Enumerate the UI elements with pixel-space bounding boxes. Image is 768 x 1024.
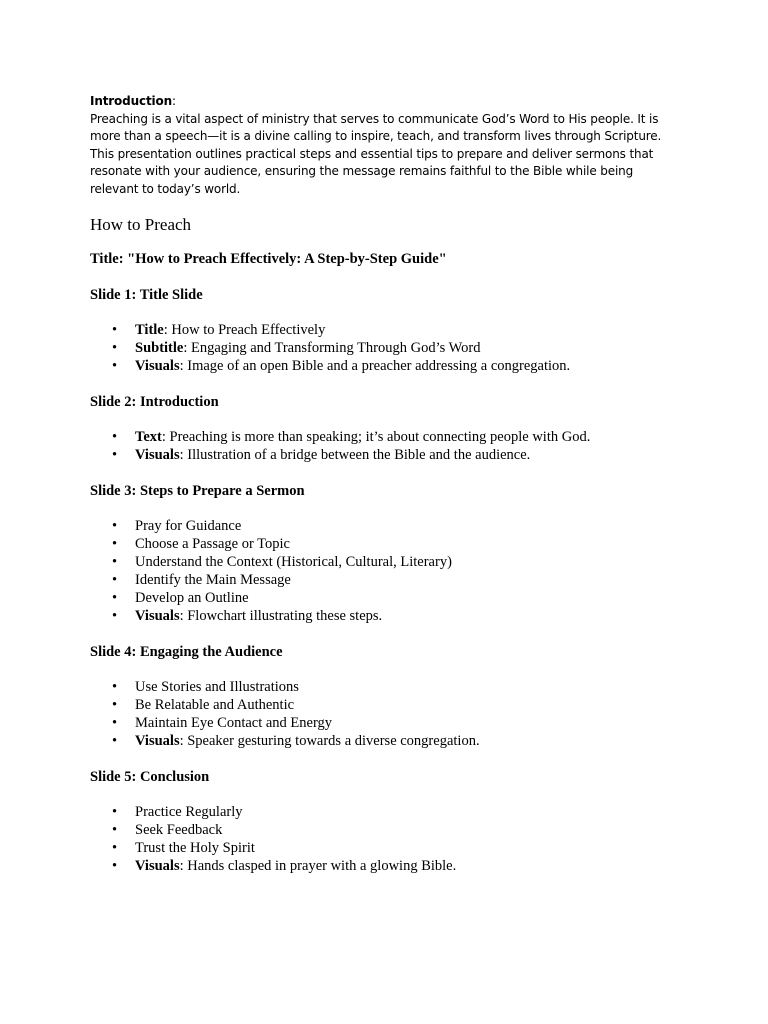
list-item (90, 535, 680, 553)
bullet-icon: • (112, 447, 118, 463)
introduction-label: Introduction (90, 94, 172, 108)
list-item-text: : Illustration of a bridge between the Bible and the audience. (179, 447, 531, 463)
list-item (90, 803, 680, 821)
list-item (90, 732, 680, 750)
list-item (90, 553, 680, 571)
document-heading: How to Preach (90, 215, 192, 234)
list-item-text: Seek Feedback (135, 822, 223, 838)
list-item (90, 607, 680, 625)
list-item-label: Visuals (135, 608, 180, 624)
list-item (90, 446, 680, 464)
bullet-icon: • (112, 518, 118, 534)
list-item (90, 821, 680, 839)
list-item-text: : Flowchart illustrating these steps. (179, 608, 383, 624)
list-item-text: Identify the Main Message (135, 572, 291, 588)
bullet-icon: • (112, 572, 118, 588)
bullet-icon: • (112, 697, 118, 713)
slides-list (90, 286, 680, 875)
list-item-text: : How to Preach Effectively (163, 322, 326, 338)
slide-heading: Slide 4: Engaging the Audience (90, 644, 283, 660)
list-item (90, 678, 680, 696)
bullet-icon: • (112, 858, 118, 874)
list-item-label: Text (135, 429, 162, 445)
list-item-label: Visuals (135, 358, 180, 374)
list-item (90, 857, 680, 875)
slide-bullet-list (90, 321, 680, 375)
list-item (90, 517, 680, 535)
bullet-icon: • (112, 554, 118, 570)
slide-heading: Slide 3: Steps to Prepare a Sermon (90, 483, 305, 499)
slide-heading: Slide 5: Conclusion (90, 769, 210, 785)
list-item-label: Visuals (135, 447, 180, 463)
list-item-text: Be Relatable and Authentic (135, 697, 295, 713)
list-item (90, 714, 680, 732)
list-item-text: : Speaker gesturing towards a diverse congregation. (179, 733, 480, 749)
bullet-icon: • (112, 840, 118, 856)
list-item (90, 696, 680, 714)
bullet-icon: • (112, 608, 118, 624)
list-item-text: Maintain Eye Contact and Energy (135, 715, 333, 731)
list-item-text: Pray for Guidance (135, 518, 242, 534)
list-item (90, 339, 680, 357)
list-item (90, 571, 680, 589)
bullet-icon: • (112, 358, 118, 374)
bullet-icon: • (112, 536, 118, 552)
introduction-label-line (90, 93, 680, 111)
bullet-icon: • (112, 429, 118, 445)
bullet-icon: • (112, 804, 118, 820)
bullet-icon: • (112, 822, 118, 838)
slide-bullet-list (90, 803, 680, 875)
introduction-colon: : (172, 94, 176, 108)
slide-bullet-list (90, 517, 680, 625)
list-item-text: Develop an Outline (135, 590, 249, 606)
list-item-text: Trust the Holy Spirit (135, 840, 255, 856)
list-item-text: Practice Regularly (135, 804, 243, 820)
bullet-icon: • (112, 590, 118, 606)
bullet-icon: • (112, 715, 118, 731)
list-item (90, 357, 680, 375)
list-item-text: Understand the Context (Historical, Cultural, Literary) (135, 554, 452, 570)
slide-bullet-list (90, 428, 680, 464)
list-item (90, 839, 680, 857)
list-item-label: Subtitle (135, 340, 184, 356)
introduction-text: Preaching is a vital aspect of ministry that serves to communicate God’s Word to His people. It is more than a speech—it is a divine calling to inspire, teach, and transform lives through Scripture. This presentation outlines practical steps and essential tips to prepare and deliver sermons that resonate with your audience, ensuring the message remains faithful to the Bible while being relevant to today’s world. (90, 111, 662, 196)
list-item (90, 589, 680, 607)
list-item (90, 321, 680, 339)
bullet-icon: • (112, 322, 118, 338)
list-item-text: : Engaging and Transforming Through God’s Word (183, 340, 481, 356)
introduction-section (90, 93, 680, 198)
bullet-icon: • (112, 679, 118, 695)
list-item-text: : Preaching is more than speaking; it’s about connecting people with God. (161, 429, 591, 445)
list-item-label: Visuals (135, 733, 180, 749)
list-item-text: : Hands clasped in prayer with a glowing Bible. (179, 858, 457, 874)
list-item-label: Visuals (135, 858, 180, 874)
bullet-icon: • (112, 340, 118, 356)
slide-heading: Slide 2: Introduction (90, 394, 219, 410)
document-title: Title: "How to Preach Effectively: A Step-by-Step Guide" (90, 251, 447, 267)
slide-heading: Slide 1: Title Slide (90, 287, 203, 303)
bullet-icon: • (112, 733, 118, 749)
list-item-label: Title (135, 322, 164, 338)
document-page (90, 93, 680, 875)
list-item-text: Choose a Passage or Topic (135, 536, 290, 552)
list-item-text: Use Stories and Illustrations (135, 679, 299, 695)
slide-bullet-list (90, 678, 680, 750)
list-item-text: : Image of an open Bible and a preacher addressing a congregation. (179, 358, 571, 374)
list-item (90, 428, 680, 446)
